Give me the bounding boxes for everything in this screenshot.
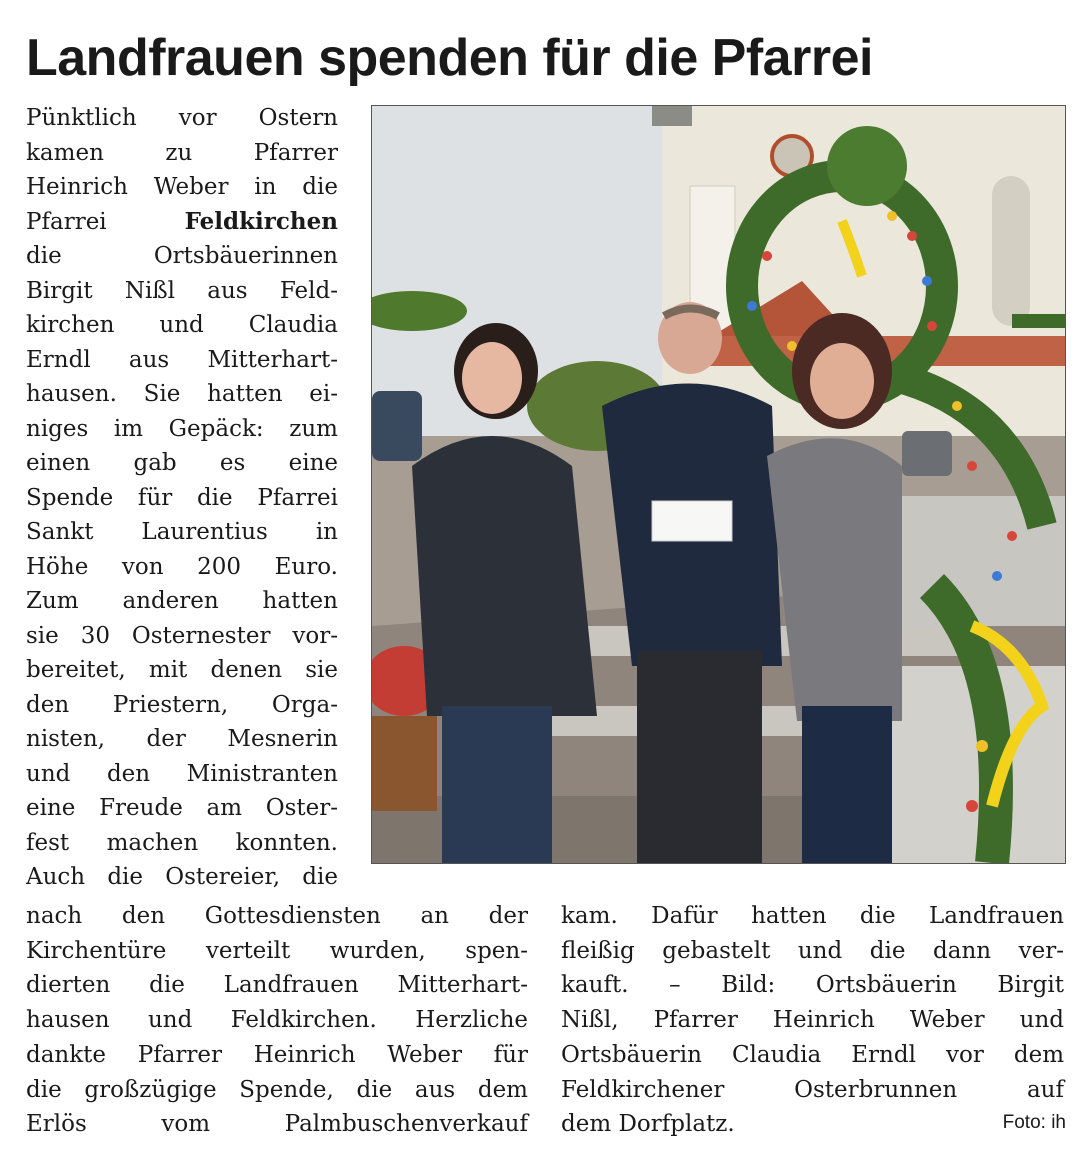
text-line: nisten, der Mesnerin xyxy=(26,726,338,752)
text-line: und den Ministranten xyxy=(26,760,338,787)
text-line: Erlös vom Palmbuschenverkauf xyxy=(26,1111,528,1138)
text-line-with-place xyxy=(26,205,338,240)
text-line: kamen zu Pfarrer xyxy=(26,139,338,166)
text-line: bereitet, mit denen sie xyxy=(26,657,338,683)
text-line: Pünktlich vor Ostern xyxy=(26,105,338,131)
text-line: dierten die Landfrauen Mitterhart- xyxy=(26,972,528,999)
article-left-column xyxy=(26,101,338,895)
text-line: Erndl aus Mitterhart- xyxy=(26,346,338,373)
text-line: Höhe von 200 Euro. xyxy=(26,553,338,580)
text-line: Sankt Laurentius in xyxy=(26,519,338,545)
photo-credit: Foto: ih xyxy=(1002,1112,1066,1133)
text-line: den Priestern, Orga- xyxy=(26,691,338,718)
text-line: hausen. Sie hatten ei- xyxy=(26,381,338,407)
text-line: hausen und Feldkirchen. Herzliche xyxy=(26,1007,528,1034)
photo-illustration xyxy=(372,106,1065,863)
place-name-bold: Feldkirchen xyxy=(184,207,338,235)
text-line: Zum anderen hatten xyxy=(26,588,338,614)
text-line: dem Dorfplatz. xyxy=(561,1111,735,1138)
text-fragment: Pfarrei xyxy=(26,208,107,235)
text-line: kauft. – Bild: Ortsbäuerin Birgit xyxy=(561,972,1064,999)
text-line: Spende für die Pfarrei xyxy=(26,484,338,511)
article-headline: Landfrauen spenden für die Pfarrei xyxy=(26,29,873,87)
text-line: eine Freude am Oster- xyxy=(26,795,338,821)
text-line: einen gab es eine xyxy=(26,450,338,476)
text-line: die großzügige Spende, die aus dem xyxy=(26,1076,528,1103)
text-line: Auch die Ostereier, die xyxy=(26,864,338,890)
text-line: Feldkirchener Osterbrunnen auf xyxy=(561,1076,1064,1103)
text-line: Nißl, Pfarrer Heinrich Weber und xyxy=(561,1007,1064,1034)
text-line: fest machen konnten. xyxy=(26,829,338,856)
article-bottom-left-column xyxy=(26,899,528,1142)
text-line: niges im Gepäck: zum xyxy=(26,415,338,442)
text-line: Ortsbäuerin Claudia Erndl vor dem xyxy=(561,1041,1064,1068)
text-line: kam. Dafür hatten die Landfrauen xyxy=(561,903,1064,929)
article-photo xyxy=(371,105,1066,864)
text-line: dankte Pfarrer Heinrich Weber für xyxy=(26,1041,528,1068)
text-line: Heinrich Weber in die xyxy=(26,174,338,200)
text-line: fleißig gebastelt und die dann ver- xyxy=(561,937,1064,964)
text-line: Birgit Nißl aus Feld- xyxy=(26,277,338,304)
text-line: kirchen und Claudia xyxy=(26,312,338,338)
text-line: die Ortsbäuerinnen xyxy=(26,243,338,269)
article-bottom-right-column xyxy=(561,899,1064,1142)
text-line: sie 30 Osternester vor- xyxy=(26,622,338,649)
text-line: nach den Gottesdiensten an der xyxy=(26,903,528,929)
text-line: Kirchentüre verteilt wurden, spen- xyxy=(26,937,528,964)
